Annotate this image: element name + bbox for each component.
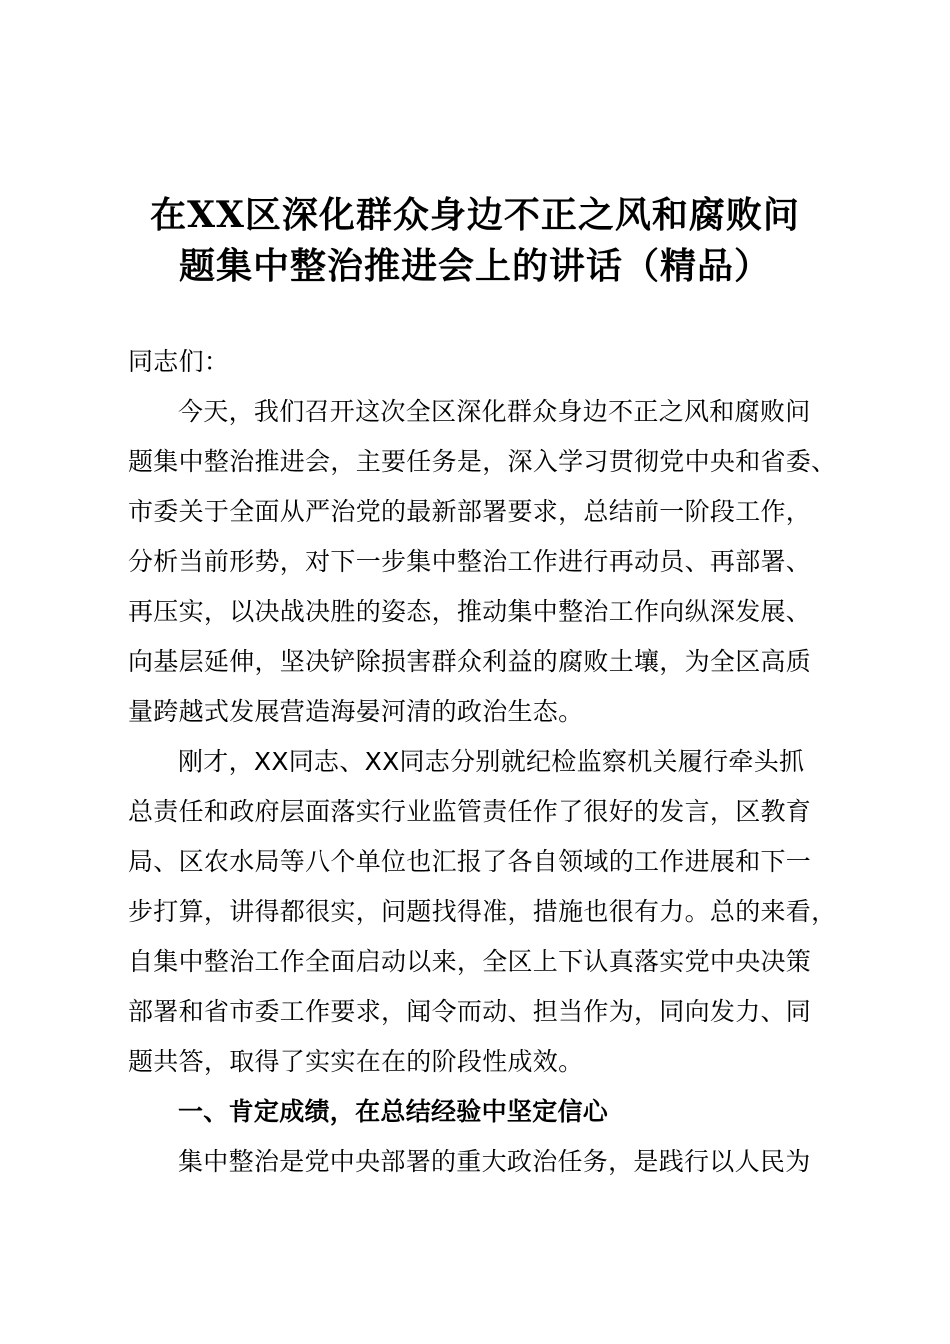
section-heading: 一、肯定成绩，在总结经验中坚定信心 <box>178 1097 609 1126</box>
paragraph-2-line: 部署和省市委工作要求，闻令而动、担当作为，同向发力、同 <box>128 997 812 1026</box>
salutation: 同志们： <box>128 347 230 376</box>
paragraph-2-line: 自集中整治工作全面启动以来，全区上下认真落实党中央决策 <box>128 947 812 976</box>
paragraph-1-line: 分析当前形势，对下一步集中整治工作进行再动员、再部署、 <box>128 547 812 576</box>
paragraph-2-line: 刚才，XX同志、XX同志分别就纪检监察机关履行牵头抓 <box>178 747 805 776</box>
paragraph-1-line: 市委关于全面从严治党的最新部署要求，总结前一阶段工作， <box>128 497 812 526</box>
document-title-line-1: 在XX区深化群众身边不正之风和腐败问 <box>150 194 800 236</box>
document-title-line-2: 题集中整治推进会上的讲话（精品） <box>178 245 771 287</box>
paragraph-3-line: 集中整治是党中央部署的重大政治任务，是践行以人民为 <box>178 1147 811 1176</box>
paragraph-2-line: 总责任和政府层面落实行业监管责任作了很好的发言，区教育 <box>128 797 812 826</box>
paragraph-2-line: 局、区农水局等八个单位也汇报了各自领域的工作进展和下一 <box>128 847 812 876</box>
paragraph-1-line: 向基层延伸，坚决铲除损害群众利益的腐败土壤，为全区高质 <box>128 647 812 676</box>
paragraph-1-line: 题集中整治推进会，主要任务是，深入学习贯彻党中央和省委、 <box>128 447 837 476</box>
paragraph-2-line: 题共答，取得了实实在在的阶段性成效。 <box>128 1047 584 1076</box>
paragraph-1-line: 量跨越式发展营造海晏河清的政治生态。 <box>128 697 584 726</box>
paragraph-1-line: 再压实，以决战决胜的姿态，推动集中整治工作向纵深发展、 <box>128 597 812 626</box>
paragraph-2-line: 步打算，讲得都很实，问题找得准，措施也很有力。总的来看， <box>128 897 837 926</box>
paragraph-1-line: 今天，我们召开这次全区深化群众身边不正之风和腐败问 <box>178 397 811 426</box>
